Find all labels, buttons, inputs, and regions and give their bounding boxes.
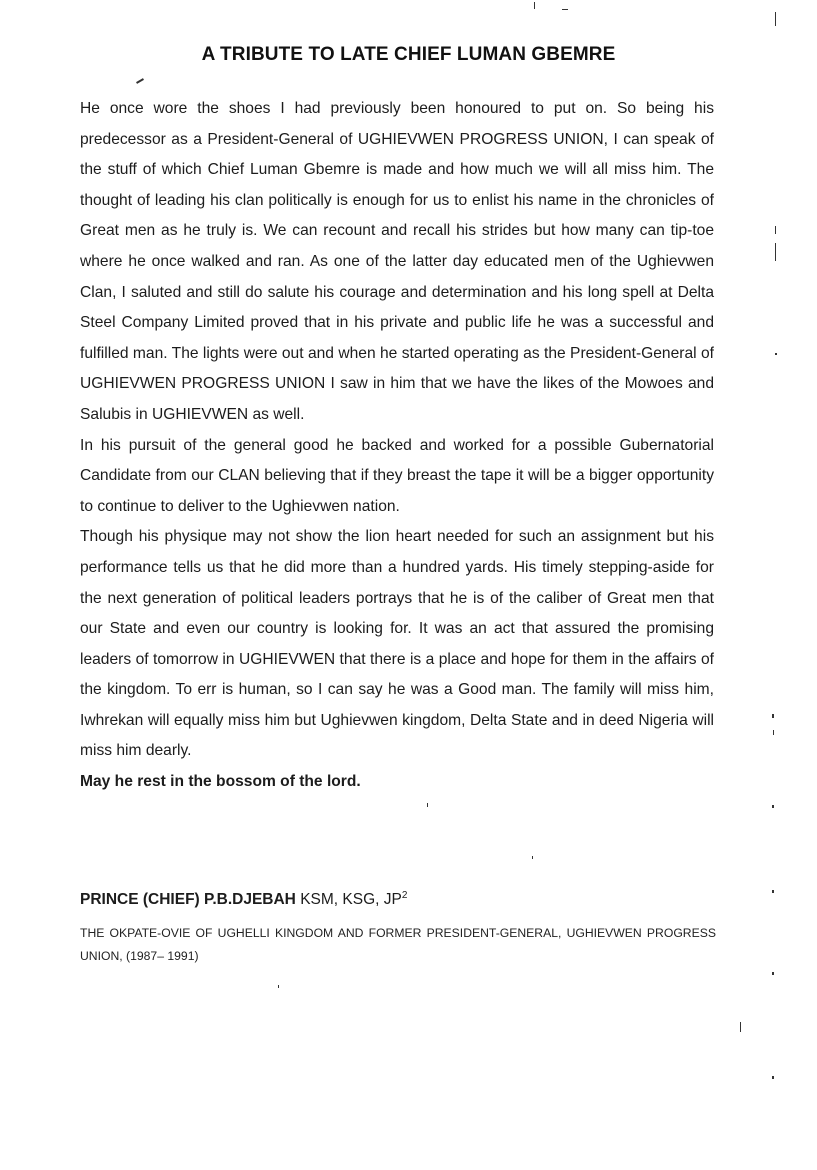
signature-line bbox=[80, 890, 407, 909]
scan-speck bbox=[534, 2, 535, 9]
signatory-honours: KSM, KSG, JP bbox=[295, 891, 402, 909]
scan-speck bbox=[772, 805, 774, 808]
scan-speck bbox=[772, 972, 774, 975]
paragraph-1: He once wore the shoes I had previously been honoured to put on. So being his predecessor as a President-General of UGHIEVWEN PROGRESS UNION, I can speak of the stuff of which Chief Luman Gbemre is made and how much we will all miss him. The thought of leading his clan politically is enough for us to enlist his name in the chronicles of Great men as he truly is. We can recount and recall his strides but how many can tip-toe where he once walked and ran. As one of the latter day educated men of the Ughievwen Clan, I saluted and still do salute his courage and determination and his long spell at Delta Steel Company Limited proved that in his private and public life he was a successful and fulfilled man. The lights were out and when he started operating as the President-General of UGHIEVWEN PROGRESS UNION I saw in him that we have the likes of the Mowoes and Salubis in UGHIEVWEN as well. bbox=[80, 100, 714, 423]
scan-speck bbox=[278, 985, 279, 988]
tribute-body bbox=[80, 94, 714, 798]
closing-line: May he rest in the bossom of the lord. bbox=[80, 773, 361, 791]
scan-speck bbox=[775, 353, 777, 355]
paragraph-3: Though his physique may not show the lion heart needed for such an assignment but his performance tells us that he did more than a hundred yards. His timely stepping-aside for the next generation of political leaders portrays that he is of the caliber of Great men that our State and even our country is looking for. It was an act that assured the promising leaders of tomorrow in UGHIEVWEN that there is a place and hope for them in the affairs of the kingdom. To err is human, so I can say he was a Good man. The family will miss him, Iwhrekan will equally miss him but Ughievwen kingdom, Delta State and in deed Nigeria will miss him dearly. bbox=[80, 528, 714, 760]
scan-speck bbox=[562, 9, 568, 10]
scan-speck bbox=[740, 1022, 741, 1032]
paragraph-2: In his pursuit of the general good he backed and worked for a possible Gubernatorial Candidate from our CLAN believing that if they breast the tape it will be a bigger opportunity to continue to deliver to the Ughievwen nation. bbox=[80, 436, 714, 515]
scan-speck bbox=[775, 243, 776, 261]
page-title: A TRIBUTE TO LATE CHIEF LUMAN GBEMRE bbox=[201, 44, 616, 65]
signatory-superscript: 2 bbox=[401, 890, 408, 901]
scan-speck bbox=[532, 856, 533, 859]
scan-speck bbox=[773, 730, 774, 735]
scan-speck bbox=[772, 714, 774, 718]
scan-speck bbox=[772, 890, 774, 893]
scan-speck bbox=[775, 12, 776, 26]
signatory-caption: THE OKPATE-OVIE OF UGHELLI KINGDOM AND FORMER PRESIDENT-GENERAL, UGHIEVWEN PROGRESS UNION, (1987– 1991) bbox=[80, 926, 716, 963]
signatory-name: PRINCE (CHIEF) P.B.DJEBAH bbox=[80, 891, 296, 909]
scan-speck bbox=[427, 803, 428, 807]
scan-speck bbox=[775, 226, 776, 234]
scan-speck bbox=[136, 78, 144, 84]
scan-speck bbox=[772, 1076, 774, 1079]
